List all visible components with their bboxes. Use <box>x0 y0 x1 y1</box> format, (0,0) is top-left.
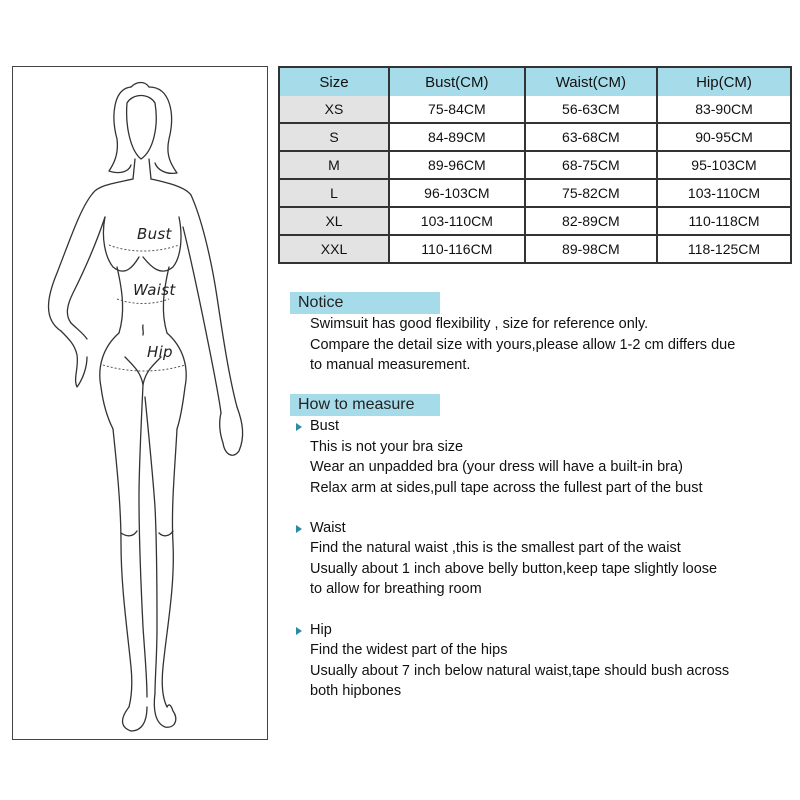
measure-line: Find the natural waist ,this is the smallest part of the waist <box>310 540 681 556</box>
measure-line: both hipbones <box>310 683 402 699</box>
size-cell: XL <box>280 208 390 236</box>
table-row <box>280 96 790 124</box>
bust-cell: 96-103CM <box>390 180 526 208</box>
size-chart-table <box>278 66 792 264</box>
waist-cell: 75-82CM <box>526 180 658 208</box>
table-row <box>280 180 790 208</box>
how-to-measure-header: How to measure <box>290 394 440 416</box>
hip-cell: 118-125CM <box>658 236 790 262</box>
notice-line: Compare the detail size with yours,please allow 1-2 cm differs due <box>310 337 736 353</box>
table-row <box>280 152 790 180</box>
hip-cell: 103-110CM <box>658 180 790 208</box>
measure-heading-hip: Hip <box>310 622 332 638</box>
notice-line: Swimsuit has good flexibility , size for reference only. <box>310 316 649 332</box>
hip-cell: 110-118CM <box>658 208 790 236</box>
waist-label: Waist <box>133 281 176 299</box>
hip-cell: 95-103CM <box>658 152 790 180</box>
bust-label: Bust <box>137 225 172 243</box>
hip-cell: 83-90CM <box>658 96 790 124</box>
measure-line: Find the widest part of the hips <box>310 642 508 658</box>
notice-line: to manual measurement. <box>310 357 471 373</box>
waist-cell: 89-98CM <box>526 236 658 262</box>
bust-cell: 103-110CM <box>390 208 526 236</box>
size-cell: S <box>280 124 390 152</box>
bust-cell: 84-89CM <box>390 124 526 152</box>
measure-line: Wear an unpadded bra (your dress will have a built-in bra) <box>310 459 683 475</box>
body-figure-illustration <box>13 67 269 741</box>
header-size: Size <box>280 68 390 96</box>
bust-cell: 89-96CM <box>390 152 526 180</box>
size-cell: M <box>280 152 390 180</box>
hip-cell: 90-95CM <box>658 124 790 152</box>
waist-cell: 63-68CM <box>526 124 658 152</box>
body-figure-panel <box>12 66 268 740</box>
waist-cell: 68-75CM <box>526 152 658 180</box>
bullet-arrow-icon <box>296 525 302 533</box>
table-row <box>280 208 790 236</box>
table-header-row <box>280 68 790 96</box>
size-cell: XXL <box>280 236 390 262</box>
measure-heading-waist: Waist <box>310 520 346 536</box>
measure-line: Usually about 1 inch above belly button,keep tape slightly loose <box>310 561 718 577</box>
notice-header: Notice <box>290 292 440 314</box>
bust-cell: 110-116CM <box>390 236 526 262</box>
measure-heading-bust: Bust <box>310 418 340 434</box>
header-bust: Bust(CM) <box>390 68 526 96</box>
table-row <box>280 236 790 262</box>
header-hip: Hip(CM) <box>658 68 790 96</box>
measure-line: Usually about 7 inch below natural waist,tape should bush across <box>310 663 730 679</box>
header-waist: Waist(CM) <box>526 68 658 96</box>
table-row <box>280 124 790 152</box>
size-cell: L <box>280 180 390 208</box>
measure-line: Relax arm at sides,pull tape across the fullest part of the bust <box>310 480 703 496</box>
measure-line: This is not your bra size <box>310 439 464 455</box>
measure-line: to allow for breathing room <box>310 581 482 597</box>
waist-cell: 82-89CM <box>526 208 658 236</box>
hip-label: Hip <box>147 343 173 361</box>
waist-cell: 56-63CM <box>526 96 658 124</box>
bullet-arrow-icon <box>296 627 302 635</box>
bust-cell: 75-84CM <box>390 96 526 124</box>
bullet-arrow-icon <box>296 423 302 431</box>
size-cell: XS <box>280 96 390 124</box>
